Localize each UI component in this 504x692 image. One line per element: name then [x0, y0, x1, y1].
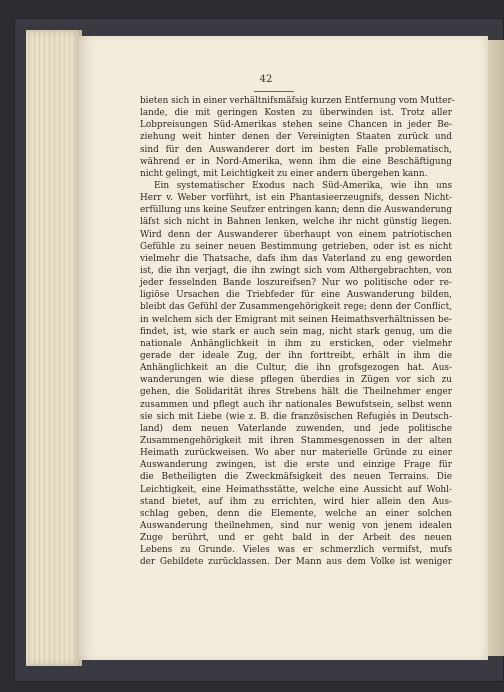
text-line: sind für den Auswanderer dort im besten Falle problematisch,: [140, 144, 452, 155]
text-line: zusammen und pflegt auch ihr nationales Bewufstsein, selbst wenn: [140, 399, 452, 410]
page-body-text: [140, 95, 455, 568]
text-line: nicht gelingt, mit Leichtigkeit zu einer andern übergehen kann.: [140, 168, 428, 179]
text-line: nationale Anhänglichkeit in ihm zu ersticken, oder vielmehr: [140, 338, 452, 349]
text-line: Lebens zu Grunde. Vieles was er schmerzlich vermifst, mufs: [140, 545, 452, 556]
text-line: Lobpreisungen Süd-Amerikas stehen seine Chancen in jeder Be-: [140, 120, 452, 131]
page-edges-left: [26, 30, 82, 666]
text-line: der Gebildete zurücklassen. Der Mann aus dem Volke ist weniger: [140, 557, 452, 568]
text-line: lande, die mit geringen Kosten zu überwinden ist. Trotz aller: [140, 108, 452, 119]
text-line: Herr v. Weber vorführt, ist ein Phantasieerzeugnifs, dessen Nicht-: [140, 193, 452, 204]
header-rule: [254, 91, 294, 92]
text-line: vielmehr die Thatsache, dafs ihm das Vaterland zu eng geworden: [140, 253, 452, 264]
text-line: Zuge berührt, und er geht bald in der Arbeit des neuen: [140, 533, 452, 544]
text-line: findet, ist, wie stark er auch sein mag, nicht stark genug, um die: [140, 326, 452, 337]
book-page: [76, 36, 488, 660]
text-line: sie sich mit Liebe (wie z. B. die französischen Refugiés in Deutsch-: [140, 411, 452, 422]
text-line: Ein systematischer Exodus nach Süd-Amerika, wie ihn uns: [154, 180, 452, 191]
text-line: schlag geben, denn die Elemente, welche an einer solchen: [140, 508, 452, 519]
text-line: gerade der ideale Zug, der ihn forttreibt, erhält in ihm die: [140, 350, 452, 361]
text-line: Leichtigkeit, eine Heimathsstätte, welche eine Aussicht auf Wohl-: [140, 484, 452, 495]
text-line: ligiöse Ursachen die Triebfeder für eine Auswanderung bilden,: [140, 290, 452, 301]
text-line: ist, die ihn verjagt, die ihn zwingt sich vom Althergebrachten, von: [140, 265, 452, 276]
text-line: wanderungen wie diese pflegen überdies in Zügen vor sich zu: [140, 375, 452, 386]
text-line: die Betheiligten die Zweckmäfsigkeit des neuen Terrains. Die: [140, 472, 452, 483]
page-number: 42: [259, 74, 273, 85]
text-line: Heimath zurückweisen. Wo aber nur materielle Gründe zu einer: [140, 448, 452, 459]
text-line: ziehung weit hinter denen der Vereinigten Staaten zurück und: [140, 132, 452, 143]
text-line: erfüllung uns keine Seufzer entringen kann; denn die Auswanderung: [140, 205, 452, 216]
text-line: land) dem neuen Vaterlande zuwenden, und jede politische: [140, 423, 452, 434]
text-line: Auswanderung theilnehmen, sind nur wenig von jenem idealen: [140, 520, 452, 531]
text-line: läfst sich nicht in Bahnen lenken, welche ihr nicht günstig liegen.: [140, 217, 452, 228]
text-line: gehen, die Solidarität ihres Strebens hält die Theilnehmer enger: [140, 387, 452, 398]
text-line: Anhänglichkeit an die Cultur, die ihn grofsgezogen hat. Aus-: [140, 363, 452, 374]
text-line: bleibt das Gefühl der Zusammengehörigkeit rege; denn der Conflict,: [140, 302, 452, 313]
text-line: stand bietet, auf ihm zu errichten, wird hier allein den Aus-: [140, 496, 452, 507]
text-line: Wird denn der Auswanderer überhaupt von einem patriotischen: [140, 229, 452, 240]
text-line: Gefühle zu seiner neuen Bestimmung getrieben, oder ist es nicht: [140, 241, 452, 252]
text-line: während er in Nord-Amerika, wenn ihm die eine Beschäftigung: [140, 156, 452, 167]
page-edges-right: [488, 40, 504, 656]
text-line: Auswanderung zwingen, ist die erste und einzige Frage für: [140, 460, 452, 471]
text-line: jeder fesselnden Bande loszureifsen? Nur wo politische oder re-: [140, 278, 452, 289]
text-line: bieten sich in einer verhältnifsmäfsig kurzen Entfernung vom Mutter-: [140, 96, 455, 106]
text-line: in welchem sich der Emigrant mit seinen Heimathsverhältnissen be-: [140, 314, 452, 325]
text-line: Zusammengehörigkeit mit ihren Stammesgenossen in der alten: [140, 435, 452, 446]
